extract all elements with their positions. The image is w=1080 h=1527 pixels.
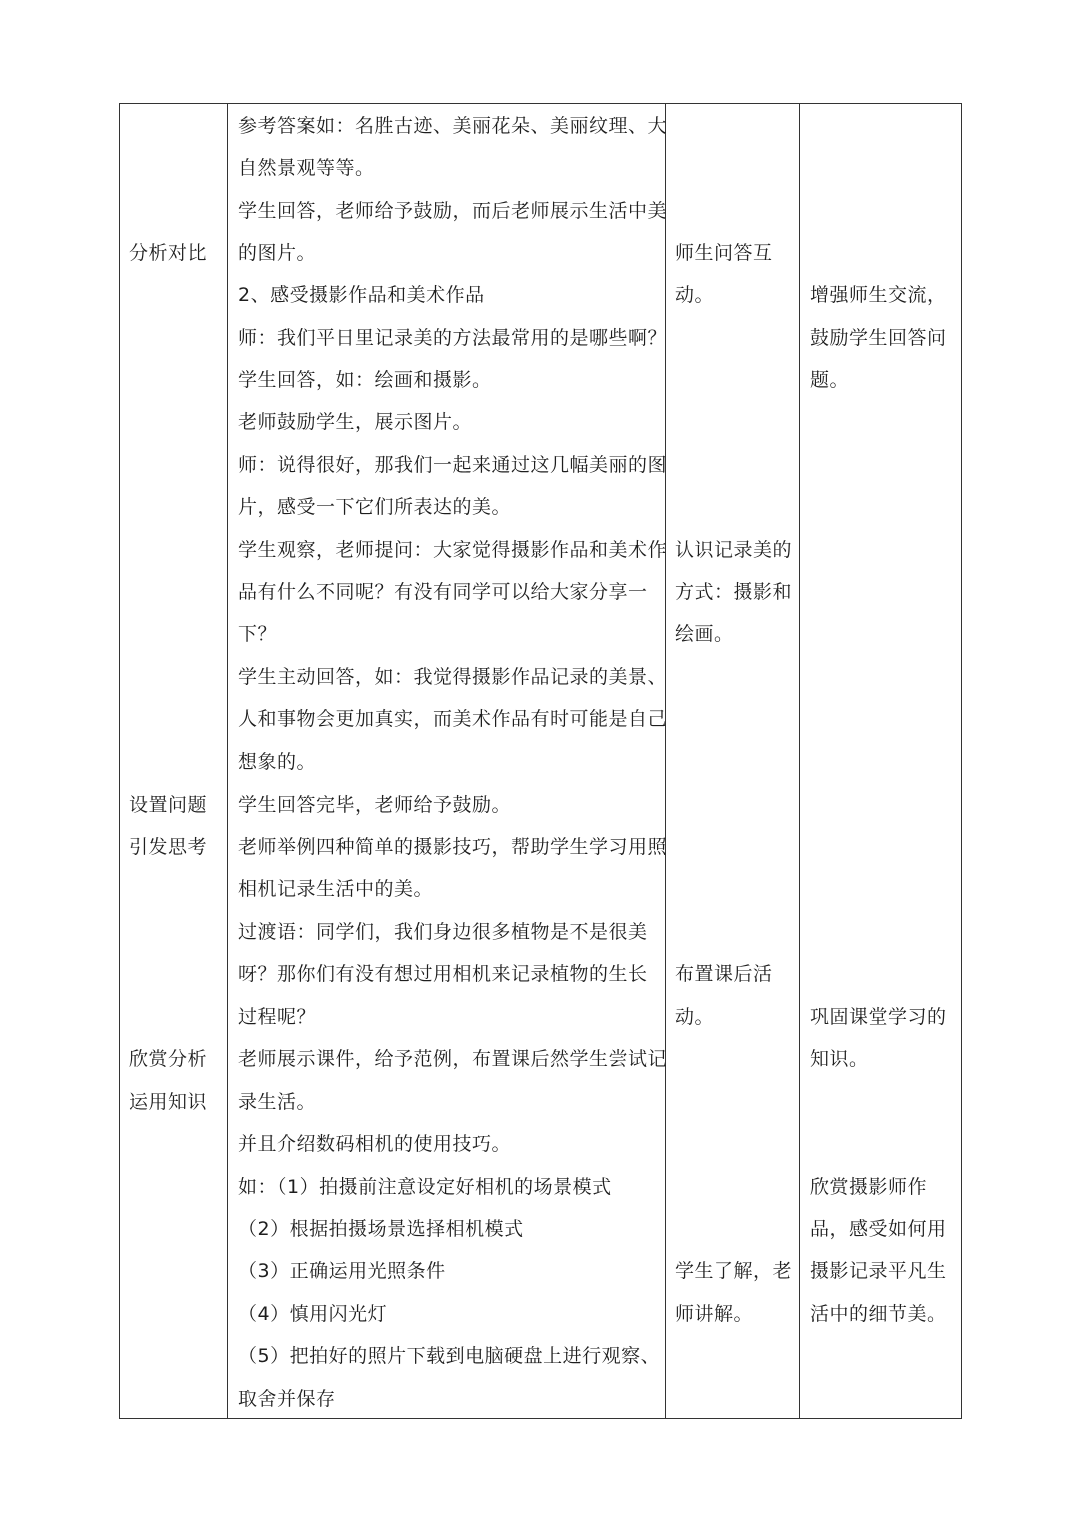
content-line: 自然景观等等。 [238,157,375,179]
content-line: 并且介绍数码相机的使用技巧。 [238,1133,512,1155]
content-line: （3）正确运用光照条件 [238,1260,446,1282]
activity-line: 动。 [675,1006,715,1028]
column-divider [665,104,666,1418]
content-line: 品有什么不同呢？有没有同学可以给大家分享一 [238,581,648,603]
stage-label: 设置问题 [129,794,208,816]
column-divider [227,104,228,1418]
content-line: 呀？那你们有没有想过用相机来记录植物的生长 [238,963,648,985]
content-line: 录生活。 [238,1091,317,1113]
intent-line: 品，感受如何用 [810,1218,947,1240]
content-line: 师：说得很好，那我们一起来通过这几幅美丽的图 [238,454,668,476]
intent-line: 活中的细节美。 [810,1303,947,1325]
content-line: 片，感受一下它们所表达的美。 [238,496,512,518]
content-line: 2、感受摄影作品和美术作品 [238,284,485,306]
activity-line: 认识记录美的 [675,539,793,561]
column-divider [799,104,800,1418]
intent-line: 题。 [810,369,850,391]
content-line: （5）把拍好的照片下载到电脑硬盘上进行观察、 [238,1345,661,1367]
activity-line: 师生问答互 [675,242,773,264]
content-line: 相机记录生活中的美。 [238,878,434,900]
content-line: 学生回答，如：绘画和摄影。 [238,369,492,391]
stage-label: 运用知识 [129,1091,208,1113]
intent-line: 欣赏摄影师作 [810,1176,928,1198]
activity-line: 方式：摄影和 [675,581,793,603]
content-line: 学生回答完毕，老师给予鼓励。 [238,794,512,816]
intent-line: 知识。 [810,1048,869,1070]
stage-label: 欣赏分析 [129,1048,208,1070]
content-line: 过程呢？ [238,1006,317,1028]
intent-line: 巩固课堂学习的 [810,1006,947,1028]
content-line: 学生主动回答，如：我觉得摄影作品记录的美景、 [238,666,668,688]
content-line: 取舍并保存 [238,1388,336,1410]
activity-line: 绘画。 [675,623,734,645]
intent-line: 摄影记录平凡生 [810,1260,947,1282]
content-line: （2）根据拍摄场景选择相机模式 [238,1218,524,1240]
content-line: 老师鼓励学生，展示图片。 [238,411,473,433]
activity-line: 布置课后活 [675,963,773,985]
content-line: 老师展示课件，给予范例，布置课后然学生尝试记 [238,1048,668,1070]
stage-label: 分析对比 [129,242,208,264]
content-line: 人和事物会更加真实，而美术作品有时可能是自己 [238,708,668,730]
intent-line: 鼓励学生回答问 [810,327,947,349]
content-line: 想象的。 [238,751,317,773]
content-line: 参考答案如：名胜古迹、美丽花朵、美丽纹理、大 [238,115,668,137]
activity-line: 师讲解。 [675,1303,754,1325]
activity-line: 动。 [675,284,715,306]
activity-line: 学生了解，老 [675,1260,793,1282]
content-line: 老师举例四种简单的摄影技巧，帮助学生学习用照 [238,836,668,858]
content-line: 如：（1）拍摄前注意设定好相机的场景模式 [238,1176,612,1198]
content-line: 的图片。 [238,242,317,264]
content-line: 下？ [238,623,278,645]
content-line: 过渡语：同学们，我们身边很多植物是不是很美 [238,921,648,943]
content-line: 学生观察，老师提问：大家觉得摄影作品和美术作 [238,539,668,561]
intent-line: 增强师生交流， [810,284,947,306]
stage-label: 引发思考 [129,836,208,858]
content-line: （4）慎用闪光灯 [238,1303,388,1325]
content-line: 师：我们平日里记录美的方法最常用的是哪些啊？ [238,327,668,349]
content-line: 学生回答，老师给予鼓励，而后老师展示生活中美 [238,200,668,222]
